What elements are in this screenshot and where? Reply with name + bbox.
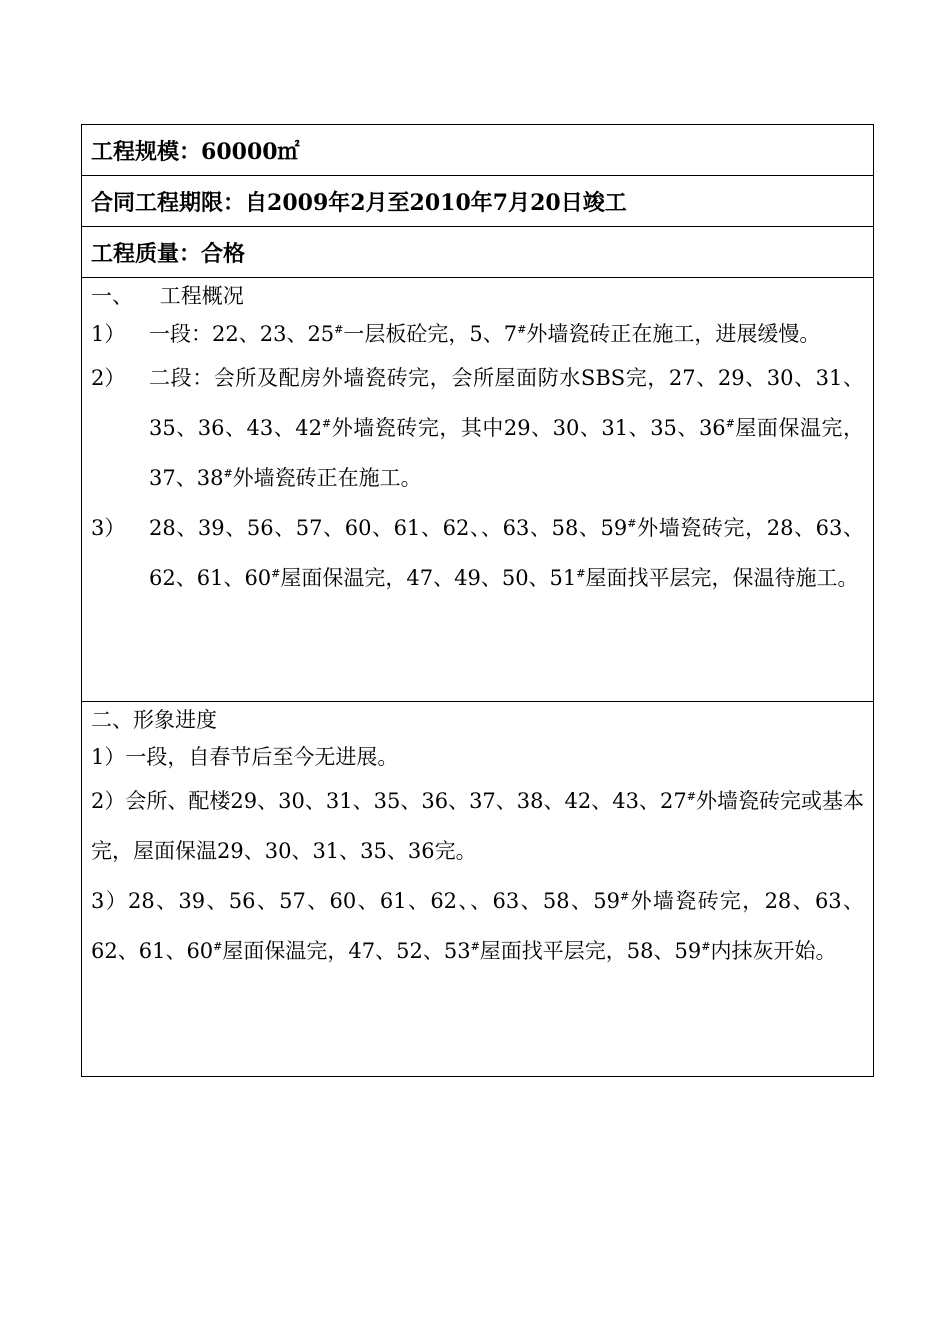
overview-item-3-text-a: 28、39、56、57、60、61、62、、63、58、59	[149, 516, 628, 540]
project-scale-label: 工程规模：	[91, 138, 202, 165]
project-quality-label: 工程质量：	[91, 240, 202, 267]
overview-item-1-sup-b: #	[517, 323, 527, 336]
progress-paragraph-3-text-a: 3）28、39、56、57、60、61、62、、63、58、59	[91, 889, 621, 913]
visual-progress-section	[82, 702, 873, 1076]
project-overview-title: 一、 工程概况	[91, 284, 244, 308]
overview-item-3-text-c: 屋面保温完，47、49、50、51	[280, 566, 577, 590]
overview-item-2-text-d: 外墙瓷砖正在施工。	[232, 466, 422, 490]
overview-item-2-number: 2）	[91, 366, 126, 390]
overview-item-2-text-a: 二段：会所及配房外墙瓷砖完，会所屋面防水SBS完，27、29、30、31、35、36、43、42	[149, 366, 864, 440]
overview-item-2-sup-b: #	[725, 417, 735, 430]
contract-period-row	[82, 176, 873, 227]
overview-item-2-text-b: 外墙瓷砖完，其中29、30、31、35、36	[331, 416, 726, 440]
progress-paragraph-2-text-a: 2）会所、配楼29、30、31、35、36、37、38、42、43、27	[91, 789, 687, 813]
project-quality-row	[82, 227, 873, 278]
overview-item-3-number: 3）	[91, 516, 126, 540]
progress-paragraph-3-text-d: 屋面找平层完，58、59	[479, 939, 702, 963]
progress-paragraph-3-sup-d: #	[701, 940, 711, 953]
overview-item-1	[91, 316, 864, 353]
contract-period-value: 自2009年2月至2010年7月20日竣工	[245, 189, 627, 216]
overview-item-1-text	[149, 316, 864, 353]
visual-progress-title: 二、形象进度	[91, 708, 217, 732]
overview-item-3-text-b: 外墙瓷砖完，28、63、62、61、60	[149, 516, 864, 590]
overview-item-1-sup-a: #	[334, 323, 344, 336]
progress-paragraph-3-sup-b: #	[213, 940, 223, 953]
overview-item-3-sup-a: #	[627, 517, 637, 530]
progress-paragraph-3-text-e: 内抹灰开始。	[710, 939, 837, 963]
progress-paragraph-3-sup-a: #	[620, 890, 630, 903]
overview-item-2-text-c: 屋面保温完，37、38	[149, 416, 865, 490]
overview-item-1-text-b: 一层板砼完，5、7	[343, 322, 518, 346]
overview-item-2-text	[149, 353, 864, 503]
overview-item-2	[91, 353, 864, 503]
progress-paragraph-3-text-c: 屋面保温完，47、52、53	[222, 939, 471, 963]
overview-item-1-text-c: 外墙瓷砖正在施工，进展缓慢。	[526, 322, 821, 346]
progress-paragraph-2	[91, 776, 864, 876]
overview-item-3	[91, 503, 864, 603]
overview-item-3-sup-c: #	[576, 567, 586, 580]
progress-paragraph-1: 1）一段，自春节后至今无进展。	[91, 745, 399, 769]
project-scale-row	[82, 125, 873, 176]
progress-paragraph-3-sup-c: #	[470, 940, 480, 953]
overview-item-3-sup-b: #	[271, 567, 281, 580]
project-scale-value: 60000㎡	[201, 138, 300, 165]
contract-period-label: 合同工程期限：	[91, 189, 246, 216]
overview-item-2-sup-a: #	[322, 417, 332, 430]
project-quality-value: 合格	[201, 240, 246, 267]
progress-paragraph-3	[91, 876, 864, 976]
overview-item-3-text	[149, 503, 864, 603]
progress-paragraph-2-sup: #	[686, 790, 696, 803]
overview-item-2-sup-c: #	[223, 467, 233, 480]
progress-paragraph-3-text-b: 外墙瓷砖完，28、63、62、61、60	[91, 889, 864, 963]
overview-item-3-text-d: 屋面找平层完，保温待施工。	[585, 566, 859, 590]
project-overview-section	[82, 278, 873, 702]
progress-report-table	[81, 124, 874, 1077]
progress-paragraph-2-text-b: 外墙瓷砖完或基本完，屋面保温29、30、31、35、36完。	[91, 789, 865, 863]
overview-item-1-text-a: 一段：22、23、25	[149, 322, 335, 346]
overview-item-1-number: 1）	[91, 322, 126, 346]
